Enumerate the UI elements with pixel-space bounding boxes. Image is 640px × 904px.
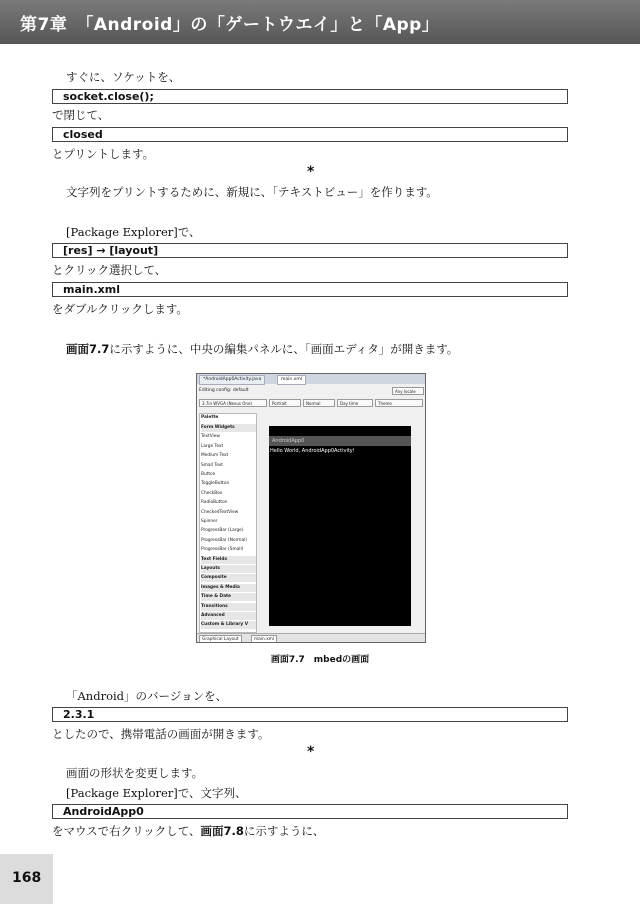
palette-item[interactable]: ProgressBar (Small) [201,547,244,553]
code-box-6 [52,804,568,819]
paragraph-11: 画面の形状を変更します。 [66,766,204,780]
chapter-title: 第7章 「Android」の「ゲートウエイ」と「App」 [20,15,440,35]
palette-item[interactable]: Composite [201,574,256,582]
locale-select[interactable]: Any locale [392,387,424,395]
time-select[interactable]: Day time [337,399,373,407]
code-box-4 [52,282,568,297]
code-box-2 [52,127,568,142]
palette-item[interactable]: Advanced [201,612,256,620]
phone-canvas [269,426,411,626]
paragraph-8-text: に示すように、中央の編集パネルに、「画面エディタ」が開きます。 [109,342,459,356]
palette-item[interactable]: CheckedTextView [201,509,239,515]
orientation-select[interactable]: Portrait [269,399,301,407]
palette-item[interactable]: Medium Text [201,453,229,459]
paragraph-13-post: に示すように、 [243,824,325,838]
palette-item[interactable]: Layouts [201,565,256,573]
palette-panel [199,413,257,633]
chapter-header [0,0,640,44]
editor-tab-bar [197,374,425,384]
paragraph-4: 文字列をプリントするために、新規に、「テキストビュー」を作ります。 [66,185,438,199]
bottom-tab-bar [197,633,425,643]
code-text-1: socket.close(); [63,90,154,103]
figure-caption: 画面7.7 mbedの画面 [270,655,370,665]
figure-ref-7-8: 画面7.8 [200,824,244,838]
code-text-5: 2.3.1 [63,708,95,721]
palette-item[interactable]: Large Text [201,443,224,449]
paragraph-9: 「Android」のバージョンを、 [66,689,228,703]
palette-item[interactable]: Button [201,472,216,477]
palette-item[interactable]: Text Fields [201,556,256,564]
paragraph-8 [66,342,458,356]
code-box-5 [52,707,568,722]
paragraph-7: をダブルクリックします。 [52,302,188,316]
code-text-4: main.xml [63,283,120,296]
code-text-2: closed [63,128,103,141]
palette-item[interactable]: CheckBox [201,490,223,496]
separator-star-2: * [307,744,315,760]
palette-item[interactable]: ProgressBar (Large) [201,528,244,534]
editing-config: Editing config: default [199,388,249,393]
palette-item[interactable]: Transitions [201,603,256,611]
palette-item[interactable]: Small Text [201,462,223,468]
tab-main-xml[interactable]: main.xml [277,375,306,385]
palette-item[interactable]: Images & Media [201,584,256,592]
paragraph-1: すぐに、ソケットを、 [66,70,181,84]
mode-select[interactable]: Normal [303,399,335,407]
palette-item[interactable]: ToggleButton [201,481,230,487]
tab-activity-java[interactable]: *AndroidApp0Activity.java [199,375,265,385]
ide-screenshot [196,373,426,643]
app-title-bar: AndroidApp0 [269,436,411,446]
paragraph-3: とプリントします。 [52,147,155,161]
device-select[interactable]: 3.7in WVGA (Nexus One) [199,399,267,407]
paragraph-13-pre: をマウスで右クリックして、 [52,824,201,838]
paragraph-2: で閉じて、 [52,108,110,122]
palette-item[interactable]: Spinner [201,519,218,524]
paragraph-6: とクリック選択して、 [52,263,167,277]
paragraph-10: としたので、携帯電話の画面が開きます。 [52,727,270,741]
palette-header: Palette [201,415,219,420]
paragraph-12: [Package Explorer]で、文字列、 [66,786,247,800]
palette-item[interactable]: RadioButton [201,500,228,506]
palette-item[interactable]: Custom & Library V [201,621,256,629]
paragraph-13 [52,824,324,838]
palette-item[interactable]: Form Widgets [201,424,256,432]
code-box-3 [52,243,568,258]
palette-item[interactable]: Time & Date [201,593,256,601]
code-text-6: AndroidApp0 [63,805,144,818]
code-box-1 [52,89,568,104]
tab-graphical-layout[interactable]: Graphical Layout [199,635,242,643]
figure-ref-7-7: 画面7.7 [66,342,110,356]
separator-star-1: * [307,164,315,180]
theme-select[interactable]: Theme [375,399,423,407]
code-text-3: [res] → [layout] [63,244,159,257]
palette-item[interactable]: ProgressBar (Normal) [201,537,247,543]
page-number: 168 [12,870,42,886]
paragraph-5: [Package Explorer]で、 [66,225,201,239]
tab-main-xml-source[interactable]: main.xml [251,635,277,643]
hello-textview[interactable]: Hello World, AndroidApp0Activity! [270,448,355,454]
palette-item[interactable]: TextView [201,434,220,440]
